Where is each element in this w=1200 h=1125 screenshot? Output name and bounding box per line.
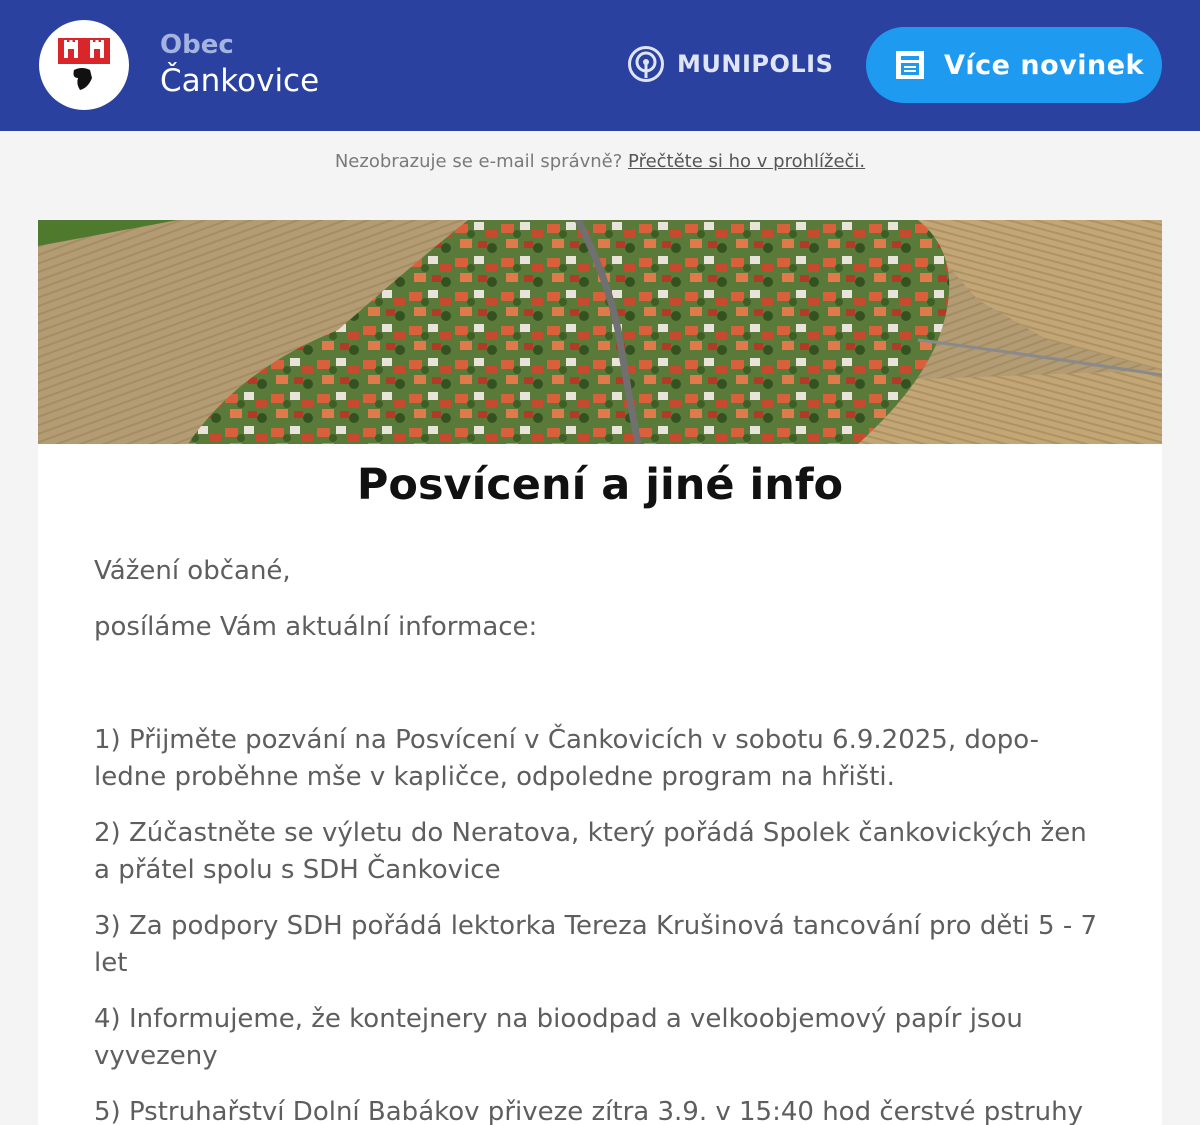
notice-text: Nezobrazuje se e-mail správně? bbox=[334, 151, 623, 172]
browser-notice bbox=[0, 151, 1200, 172]
list-item: 3) Za podpory SDH pořádá lektorka Tereza Krušinová tancování pro děti 5 - 7 let bbox=[94, 911, 1098, 978]
munipolis-logo[interactable] bbox=[627, 44, 833, 84]
intro: posíláme Vám aktuální informace: bbox=[94, 612, 538, 642]
greeting: Vážení občané, bbox=[94, 556, 291, 586]
aerial-village-photo bbox=[38, 220, 1162, 444]
coat-of-arms-icon bbox=[52, 32, 116, 98]
list-item: 2) Zúčastněte se výletu do Neratova, který pořádá Spolek čankovických žen a přátel spolu s SDH Čankovice bbox=[94, 818, 1087, 885]
munipolis-wordmark: MUNIPOLIS bbox=[677, 50, 834, 78]
article-body bbox=[94, 553, 1104, 1125]
municipality-logo[interactable] bbox=[39, 20, 129, 110]
newspaper-icon bbox=[894, 49, 926, 81]
list-item: 5) Pstruhařství Dolní Babákov přiveze zítra 3.9. v 15:40 hod čerstvé pstruhy bbox=[94, 1097, 1083, 1125]
munipolis-broadcast-icon bbox=[627, 45, 665, 83]
article-card bbox=[38, 220, 1162, 1125]
more-news-button[interactable] bbox=[866, 27, 1162, 103]
more-news-label: Více novinek bbox=[944, 49, 1144, 81]
hero-image bbox=[38, 220, 1162, 444]
article-title: Posvícení a jiné info bbox=[356, 460, 844, 510]
list-item: 1) Přijměte pozvání na Posvícení v Čankovicích v sobotu 6.9.2025, dopo- ledne proběhne mše v kapličce, odpoledne program na hřišti. bbox=[94, 725, 1040, 792]
view-in-browser-link[interactable]: Přečtěte si ho v prohlížeči. bbox=[628, 151, 866, 172]
brand-name: Čankovice bbox=[160, 63, 320, 99]
email-header bbox=[0, 0, 1200, 131]
brand-prefix: Obec bbox=[160, 30, 234, 60]
list-item: 4) Informujeme, že kontejnery na bioodpad a velkoobjemový papír jsou vyvezeny bbox=[94, 1004, 1023, 1071]
